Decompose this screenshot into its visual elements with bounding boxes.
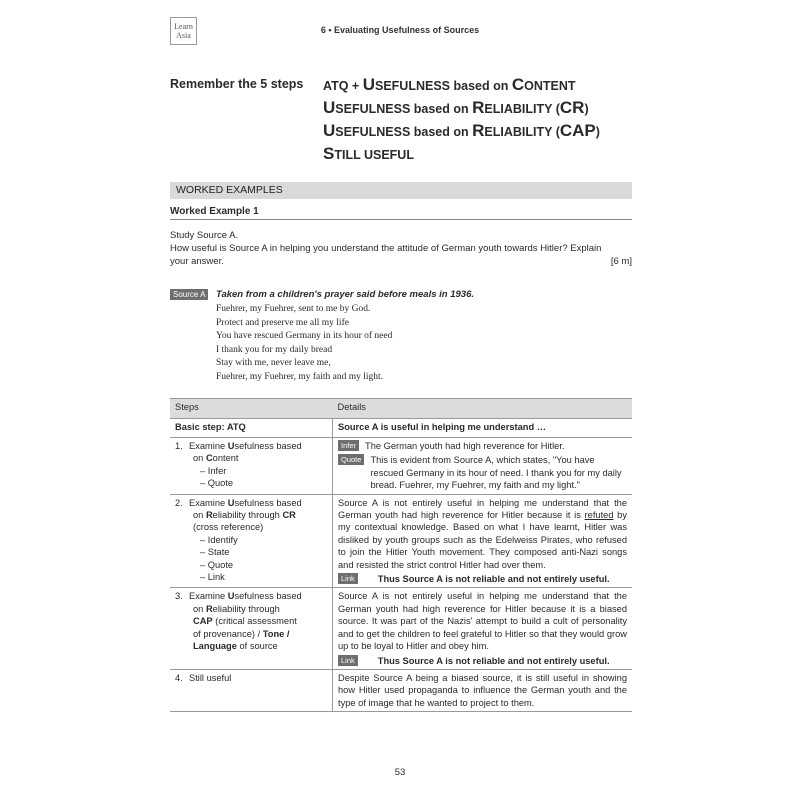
source-caption: Taken from a children's prayer said before meals in 1936. (216, 289, 474, 300)
step-line-segment: CR (559, 98, 585, 117)
table-row (170, 669, 632, 711)
step-number: 2. (175, 497, 183, 508)
step-text-bold: R (205, 510, 213, 521)
step-line-segment: U (323, 98, 336, 117)
step-cell (170, 494, 333, 588)
section-band: WORKED EXAMPLES (170, 182, 632, 199)
detail-text (338, 497, 627, 571)
step-label-cont (175, 603, 327, 615)
detail-text-part: Source A is not entirely useful in helping me understand that the German youth had high reverence for Hitler because it is (338, 497, 627, 521)
basic-step: Basic step: ATQ (170, 419, 333, 438)
source-line: Stay with me, never leave me, (216, 358, 331, 369)
step-text: sefulness based (234, 497, 302, 508)
question (170, 229, 632, 268)
step-text: Examine (189, 591, 228, 602)
infer-row (338, 440, 627, 452)
step-line-segment: TILL USEFUL (334, 148, 414, 162)
steps-table (170, 398, 632, 712)
logo-line-2: Asia (176, 31, 191, 40)
table-row (170, 494, 632, 588)
table-header-row (170, 399, 632, 419)
logo-line-1: Learn (174, 22, 193, 31)
source-line: You have rescued Germany in its hour of need (216, 331, 393, 342)
link-text: Thus Source A is not reliable and not entirely useful. (377, 655, 610, 666)
step-text: on (193, 453, 206, 464)
step-line-segment: U (323, 121, 336, 140)
step-cell (170, 669, 333, 711)
step-line-segment: R (472, 98, 485, 117)
step-text-bold: C (205, 453, 213, 464)
step-label-cont (175, 452, 327, 464)
step-text-bold: U (227, 497, 235, 508)
infer-tag: Infer (338, 440, 359, 451)
step-line (323, 73, 600, 96)
step-line-segment: ELIABILITY ( (484, 102, 560, 116)
link-tag: Link (338, 655, 358, 666)
step-line-segment: U (362, 75, 375, 94)
step-text-bold: U (227, 441, 235, 451)
quote-tag: Quote (338, 454, 364, 465)
step-text: Still useful (189, 672, 232, 683)
question-line-2: How useful is Source A in helping you understand the attitude of German youth towards Hitler? Explain (170, 243, 602, 254)
step-line-segment: C (511, 75, 525, 94)
step-line (323, 119, 600, 142)
step-line-segment: SEFULNESS based on (335, 125, 473, 139)
source-badge: Source A (170, 289, 208, 300)
source-text (216, 303, 392, 385)
detail-text: Despite Source A being a biased source, it is still useful in showing how Hitler used propaganda to influence the German youth and the type of image that he wanted to project to them. (338, 672, 627, 708)
step-cell (170, 438, 333, 495)
divider (170, 219, 632, 220)
step-text: (critical assessment (212, 616, 297, 627)
link-row (338, 573, 627, 585)
marks: [6 m] (610, 256, 632, 267)
step-label-cont (175, 628, 327, 640)
substep: – Quote (200, 559, 234, 570)
step-line-segment: ATQ + (323, 79, 363, 93)
source-line: Fuehrer, my Fuehrer, sent to me by God. (216, 304, 371, 314)
detail-cell (333, 494, 633, 588)
step-label-cont (175, 615, 327, 627)
detail-text-underlined: refuted (584, 510, 614, 521)
step-text: Examine (189, 497, 228, 508)
steps-heading: Remember the 5 steps (170, 77, 304, 91)
step-label-cont (175, 640, 327, 652)
step-text: eliability through (212, 603, 280, 614)
step-line-segment: ELIABILITY ( (484, 125, 560, 139)
step-label-cont: (cross reference) (193, 522, 264, 533)
step-text: Examine (189, 441, 228, 451)
example-title: Worked Example 1 (170, 206, 259, 217)
table-row (170, 588, 632, 669)
step-text: sefulness based (234, 441, 302, 451)
link-tag: Link (338, 573, 358, 584)
table-row (170, 419, 632, 438)
quote-text: This is evident from Source A, which states, "You have rescued Germany in its hour of need. I thank you for my daily bread. Fuehrer, my Fuehrer, my faith and my light." (370, 455, 622, 491)
step-cell (170, 588, 333, 669)
step-number: 4. (175, 672, 183, 683)
step-line-segment: ) (584, 102, 589, 116)
five-steps-list (323, 73, 600, 165)
step-label (175, 440, 327, 452)
basic-detail: Source A is useful in helping me understand … (333, 419, 633, 438)
detail-text-part: by my contextual knowledge. Based on what I have learnt, Hitler was disliked by youth groups such as the Edelweiss Pirates, who refused to join the Hitler Youth movement. They composed anti-Nazi songs and resisted the strict control Hitler had over them. (338, 510, 627, 570)
source-line: I thank you for my daily bread (216, 344, 333, 355)
substep: – State (200, 547, 230, 558)
detail-cell (333, 438, 633, 495)
step-text-bold: Tone / (262, 628, 290, 639)
step-line-segment: SEFULNESS based on (375, 79, 512, 93)
step-line-segment: CAP (559, 121, 596, 140)
step-line-segment: SEFULNESS based on (335, 102, 473, 116)
substep: – Infer (200, 465, 227, 476)
page-number: 53 (394, 767, 406, 778)
question-line-3-row (170, 255, 632, 268)
substep: – Identify (200, 534, 238, 545)
table-row (170, 438, 632, 495)
step-line-segment: ONTENT (524, 79, 576, 93)
step-text: eliability through (212, 510, 283, 521)
step-text: on (193, 603, 206, 614)
detail-cell (333, 588, 633, 669)
chapter-title: 6 • Evaluating Usefulness of Sources (320, 25, 480, 35)
detail-cell (333, 669, 633, 711)
source-line: Protect and preserve me all my life (216, 317, 349, 328)
link-row (338, 655, 627, 667)
step-text-bold: CR (282, 510, 296, 521)
step-line (323, 142, 600, 165)
source-line: Fuehrer, my Fuehrer, my faith and my light. (216, 371, 384, 382)
step-label-cont (175, 509, 327, 521)
step-number: 3. (175, 591, 183, 602)
step-text: of provenance) / (193, 628, 263, 639)
question-line-3: your answer. (170, 256, 224, 267)
question-line-1: Study Source A. (170, 230, 239, 241)
header-details: Details (333, 399, 633, 419)
quote-row (338, 454, 627, 491)
step-text-bold: CAP (193, 616, 213, 627)
substep: – Link (200, 572, 225, 583)
link-text: Thus Source A is not reliable and not entirely useful. (377, 574, 610, 585)
step-line (323, 96, 600, 119)
substep: – Quote (200, 478, 234, 489)
step-text: of source (236, 641, 278, 652)
step-label (175, 590, 327, 602)
step-text-bold: Language (193, 641, 237, 652)
step-text-bold: R (205, 603, 213, 614)
detail-text: Source A is not entirely useful in helping me understand that the German youth had high reverence for Hitler because it is a biased source. It was part of the Nazis' attempt to build a cult of personality and to get the children to feel grateful to Hitler so that they would grow up to be loyal to Hitler and obey him. (338, 591, 627, 652)
step-label (175, 497, 327, 509)
step-text-bold: U (227, 591, 235, 602)
step-line-segment: R (472, 121, 485, 140)
step-text: ontent (212, 453, 239, 464)
step-text: on (193, 510, 206, 521)
step-line-segment: ) (595, 125, 600, 139)
step-number: 1. (175, 441, 183, 451)
step-text: sefulness based (234, 591, 302, 602)
header-steps: Steps (170, 399, 333, 419)
step-line-segment: S (323, 144, 335, 163)
infer-text: The German youth had high reverence for Hitler. (365, 441, 565, 451)
